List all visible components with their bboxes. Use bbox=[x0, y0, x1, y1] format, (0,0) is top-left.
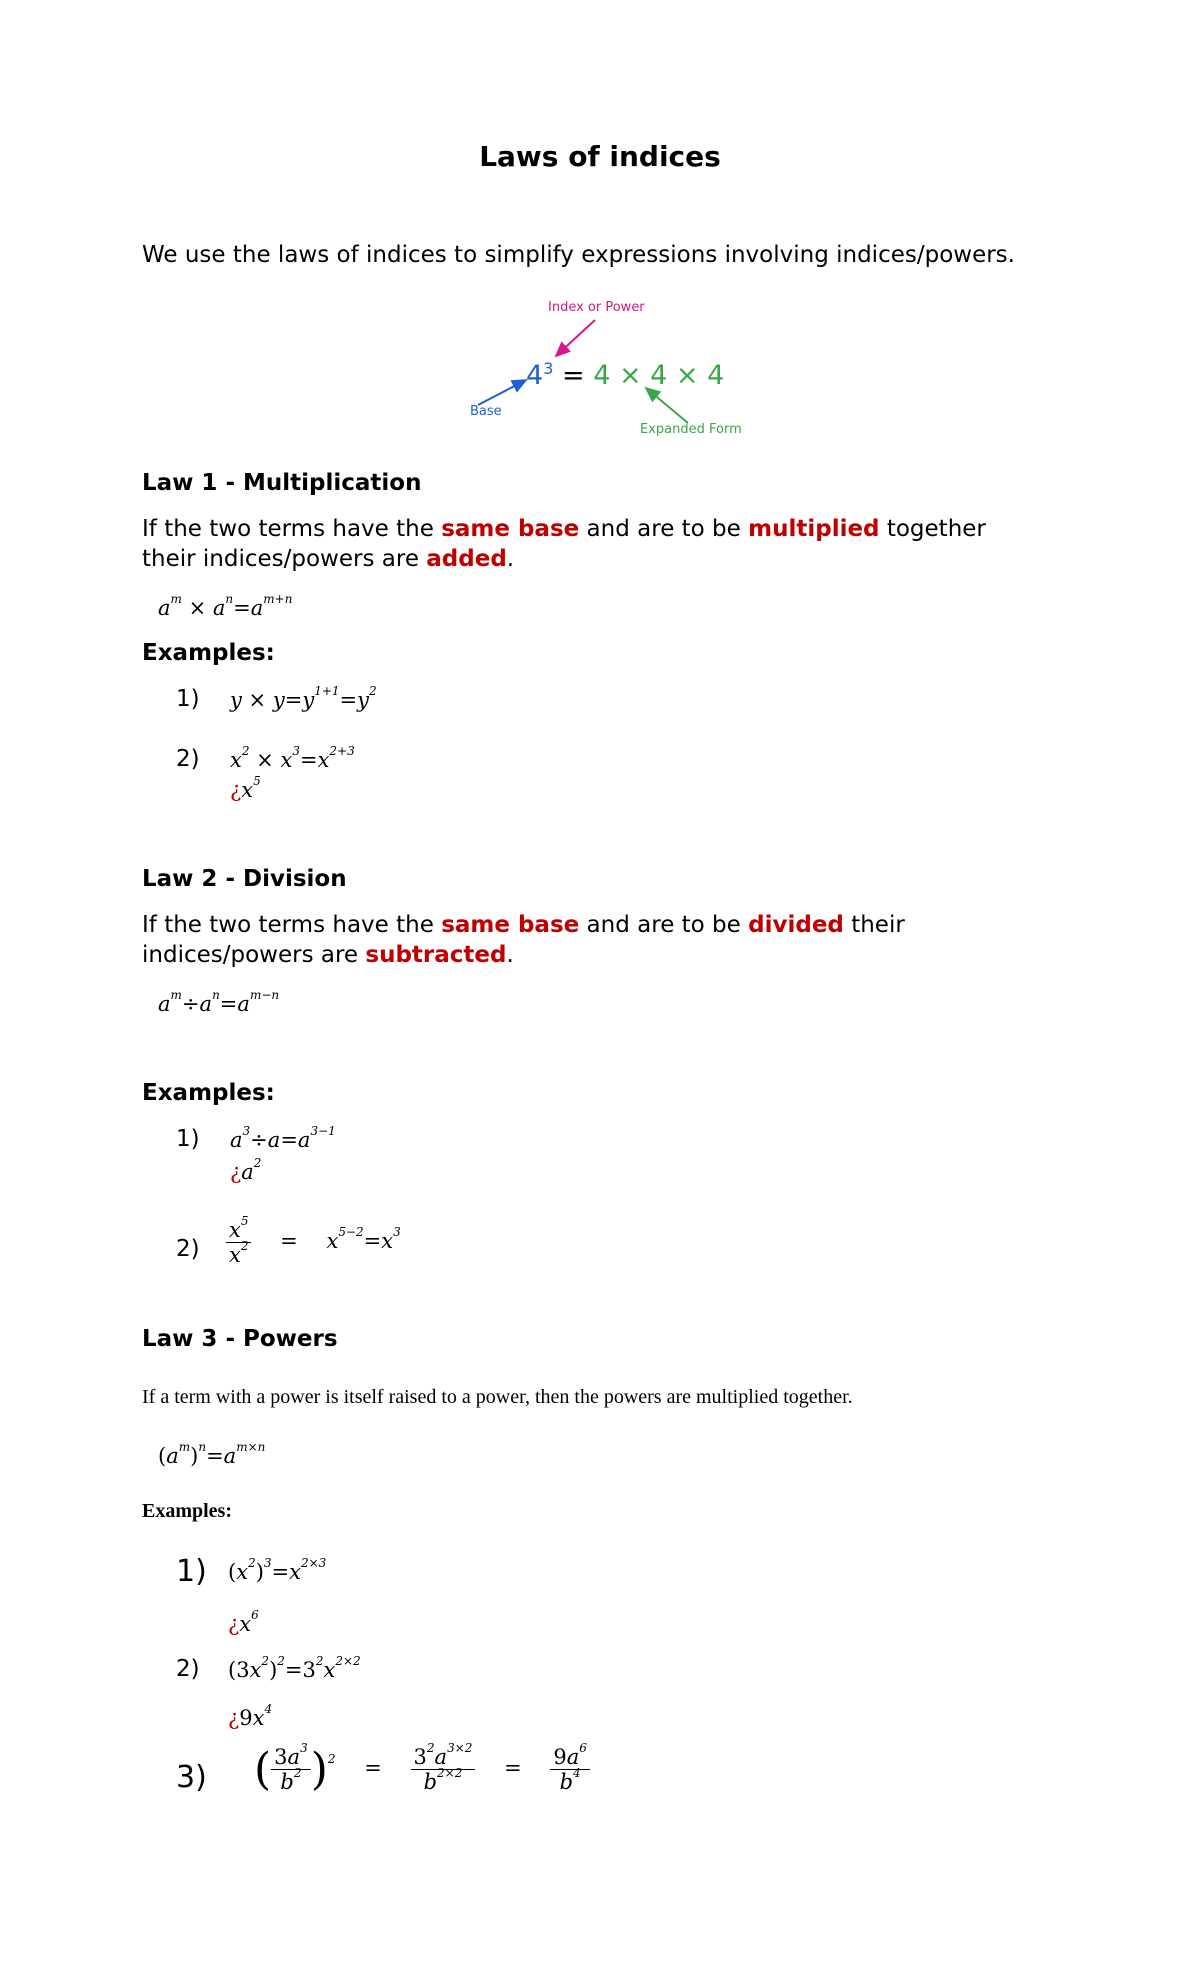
index-arrow bbox=[556, 320, 595, 356]
law3-ex2-math: $(3x^2)^2=3^2x^{2\times 2}$ bbox=[228, 1654, 361, 1682]
diagram-expanded: 4 × 4 × 4 bbox=[593, 360, 725, 391]
law3-ex3-fraction-c: $\frac{9a^6}{b^4}$ bbox=[550, 1745, 590, 1794]
law3-ex3-math: ( $\frac{3a^3}{b^2}$ )$^2$ = $\frac{3^2a^{3\times 2}}{b^{2\times 2}}$ = $\frac{9a^6}{b^4}$ bbox=[254, 1744, 590, 1795]
law2-formula: $a^m\div a^n=a^{m-n}$ bbox=[158, 988, 280, 1016]
expanded-arrow bbox=[646, 388, 688, 423]
law1-formula: $a^m \times a^n=a^{m+n}$ bbox=[158, 592, 293, 620]
law2-heading: Law 2 - Division bbox=[142, 866, 347, 892]
law1-ex1-math: $y \times y=y^{1+1}=y^2$ bbox=[230, 684, 377, 712]
law3-formula: $(a^m)^n=a^{m\times n}$ bbox=[158, 1440, 266, 1468]
law2-examples-heading: Examples: bbox=[142, 1080, 275, 1106]
law2-text-line1: If the two terms have the same base and are to be divided their bbox=[142, 912, 905, 938]
law2-ex1-result: ¿$a^2$ bbox=[230, 1156, 262, 1184]
law2-ex2-fraction: $\frac{x^5}{x^2}$ bbox=[226, 1218, 251, 1267]
index-label: Index or Power bbox=[548, 300, 645, 315]
law3-ex1-result: ¿$x^6$ bbox=[228, 1608, 259, 1636]
intro-text: We use the laws of indices to simplify expressions involving indices/powers. bbox=[142, 242, 1015, 268]
diagram-exponent: 3 bbox=[543, 359, 554, 378]
expanded-label: Expanded Form bbox=[640, 422, 742, 437]
law3-heading: Law 3 - Powers bbox=[142, 1326, 338, 1352]
law2-text-line2: indices/powers are subtracted. bbox=[142, 942, 514, 968]
indices-diagram bbox=[470, 300, 770, 445]
law3-ex3-number: 3) bbox=[176, 1760, 207, 1795]
diagram-equation bbox=[526, 352, 724, 393]
law3-ex3-fraction-a: $\frac{3a^3}{b^2}$ bbox=[271, 1745, 311, 1794]
law3-ex1-math: $(x^2)^3=x^{2\times 3}$ bbox=[228, 1556, 327, 1584]
page-title: Laws of indices bbox=[479, 140, 721, 173]
law3-ex3-fraction-b: $\frac{3^2a^{3\times 2}}{b^{2\times 2}}$ bbox=[411, 1745, 476, 1794]
law3-examples-heading: Examples: bbox=[142, 1500, 232, 1522]
base-arrow bbox=[478, 380, 526, 405]
law1-ex2-number: 2) bbox=[176, 746, 200, 772]
law1-ex2-math: $x^2 \times x^3=x^{2+3}$ bbox=[230, 744, 355, 772]
law3-text: If a term with a power is itself raised to a power, then the powers are multiplied together. bbox=[142, 1386, 853, 1408]
law1-examples-heading: Examples: bbox=[142, 640, 275, 666]
law1-text-line2: their indices/powers are added. bbox=[142, 546, 515, 572]
base-label: Base bbox=[470, 404, 502, 419]
law2-ex2-number: 2) bbox=[176, 1236, 200, 1262]
law1-heading: Law 1 - Multiplication bbox=[142, 470, 422, 496]
law2-ex1-number: 1) bbox=[176, 1126, 200, 1152]
law2-ex1-math: $a^3\div a=a^{3-1}$ bbox=[230, 1124, 336, 1152]
law3-ex2-number: 2) bbox=[176, 1656, 200, 1682]
law1-ex1-number: 1) bbox=[176, 686, 200, 712]
law3-ex2-result: ¿$9x^4$ bbox=[228, 1702, 273, 1730]
diagram-equals: = bbox=[561, 360, 585, 391]
diagram-base: 4 bbox=[526, 360, 544, 391]
law1-text-line1: If the two terms have the same base and are to be multiplied together bbox=[142, 516, 986, 542]
law2-ex2-math: $\frac{x^5}{x^2}$ = $x^{5-2}=x^3$ bbox=[226, 1218, 401, 1267]
law1-ex2-result: ¿$x^5$ bbox=[230, 774, 261, 802]
law3-ex1-number: 1) bbox=[176, 1554, 207, 1589]
